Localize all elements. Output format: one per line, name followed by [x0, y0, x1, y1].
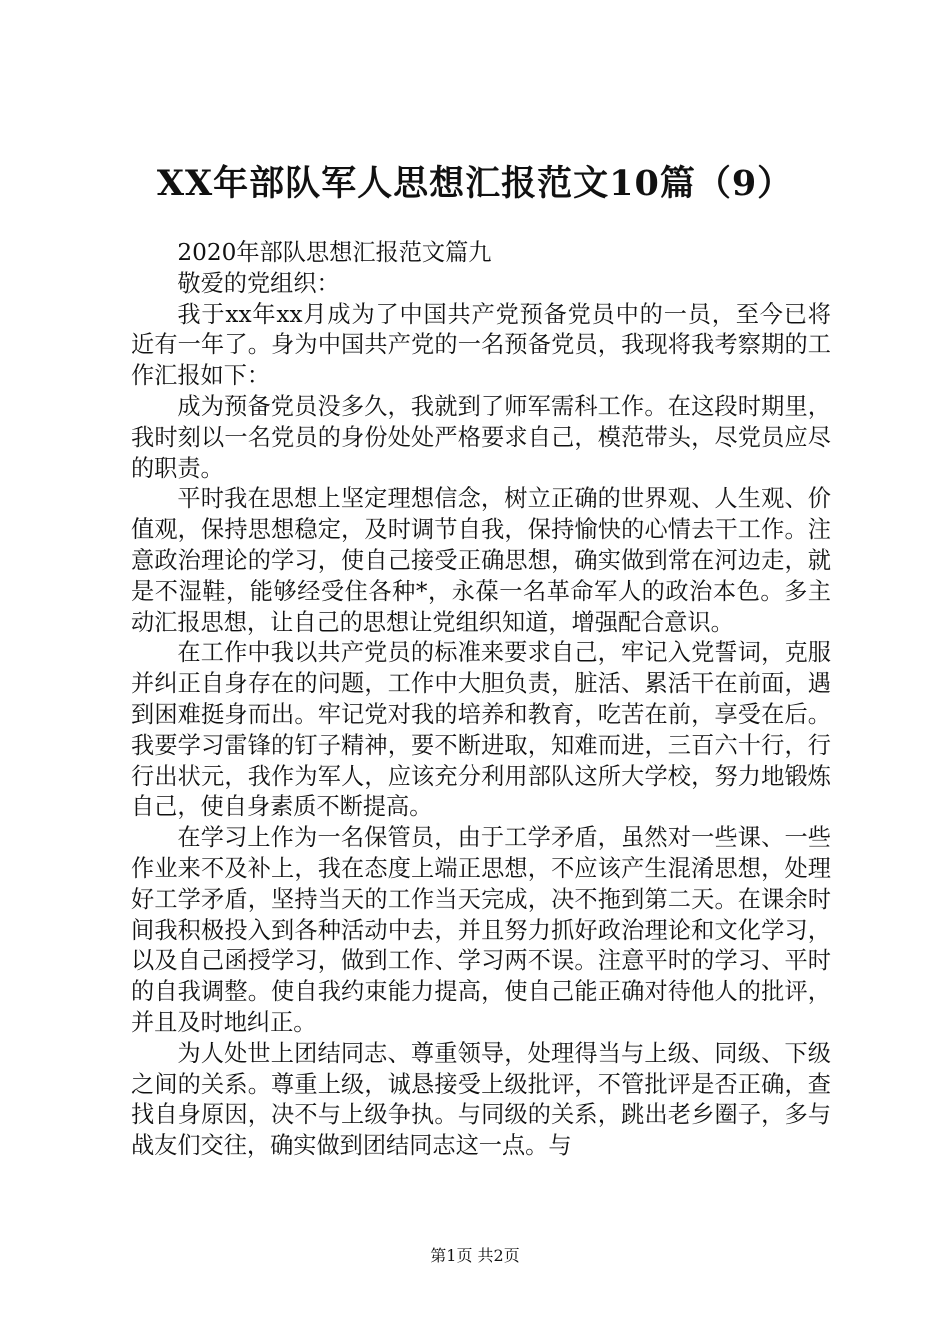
paragraph-5: 在学习上作为一名保管员，由于工学矛盾，虽然对一些课、一些作业来不及补上，我在态度上端正思想，不应该产生混淆思想，处理好工学矛盾，坚持当天的工作当天完成，决不拖到第二天。在课余时间我积极投入到各种活动中去，并且努力抓好政治理论和文化学习，以及自己函授学习，做到工作、学习两不误。注意平时的学习、平时的自我调整。使自我约束能力提高，使自己能正确对待他人的批评，并且及时地纠正。: [131, 824, 831, 1036]
paragraph-2: 成为预备党员没多久，我就到了师军需科工作。在这段时期里，我时刻以一名党员的身份处处严格要求自己，模范带头，尽党员应尽的职责。: [131, 392, 831, 482]
paragraph-3: 平时我在思想上坚定理想信念，树立正确的世界观、人生观、价值观，保持思想稳定，及时调节自我，保持愉快的心情去干工作。注意政治理论的学习，使自己接受正确思想，确实做到常在河边走，就是不湿鞋，能够经受住各种*，永葆一名革命军人的政治本色。多主动汇报思想，让自己的思想让党组织知道，增强配合意识。: [131, 485, 831, 636]
subtitle-line: 2020年部队思想汇报范文篇九: [177, 239, 492, 266]
document-title: XX年部队军人思想汇报范文10篇（9）: [156, 163, 794, 204]
paragraph-1: 我于xx年xx月成为了中国共产党预备党员中的一员，至今已将近有一年了。身为中国共产党的一名预备党员，我现将我考察期的工作汇报如下：: [131, 300, 831, 390]
document-body: [131, 238, 831, 1162]
paragraph-6: 为人处世上团结同志、尊重领导，处理得当与上级、同级、下级之间的关系。尊重上级，诚恳接受上级批评，不管批评是否正确，查找自身原因，决不与上级争执。与同级的关系，跳出老乡圈子，多与战友们交往，确实做到团结同志这一点。与: [131, 1039, 831, 1160]
page-footer: 第1页 共2页: [430, 1246, 520, 1265]
salutation-line: 敬爱的党组织：: [177, 269, 340, 297]
paragraph-4: 在工作中我以共产党员的标准来要求自己，牢记入党誓词，克服并纠正自身存在的问题，工作中大胆负责，脏活、累活干在前面，遇到困难挺身而出。牢记党对我的培养和教育，吃苦在前，享受在后。我要学习雷锋的钉子精神，要不断进取，知难而进，三百六十行，行行出状元，我作为军人，应该充分利用部队这所大学校，努力地锻炼自己，使自身素质不断提高。: [131, 639, 831, 821]
